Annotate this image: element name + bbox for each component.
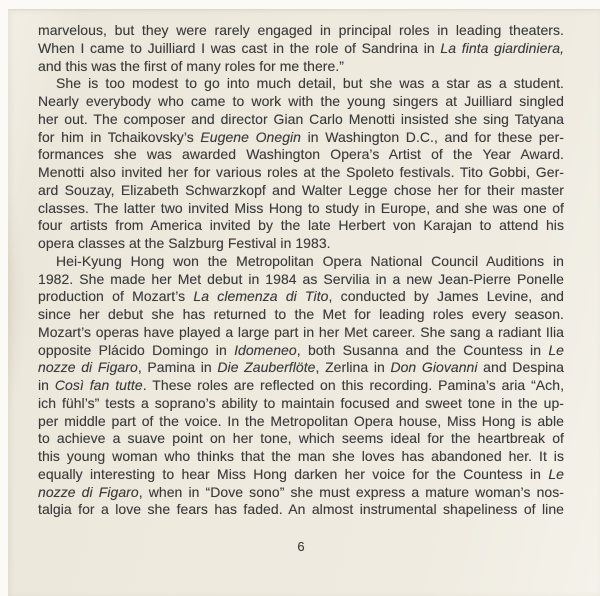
- text-segment: formances she was awarded Washington Opera’s Artist of the Year Award.: [38, 146, 564, 163]
- text-line: [38, 111, 564, 129]
- italic-text-segment: Eugene Onegin: [200, 128, 302, 145]
- page-number: 6: [297, 539, 305, 554]
- text-line: [38, 377, 564, 395]
- italic-text-segment: Idomeneo: [234, 341, 297, 358]
- paragraph: [38, 22, 564, 75]
- text-segment: She is too modest to go into much detail, but she was a star as a student.: [56, 75, 564, 92]
- text-segment: , conducted by James Levine, and: [328, 288, 564, 305]
- text-segment: four artists from America invited by the late Herbert von Karajan to attend his: [38, 217, 564, 234]
- scan-border-top: [0, 0, 600, 9]
- text-segment: marvelous, but they were rarely engaged in principal roles in leading theaters.: [38, 22, 564, 38]
- text-line: [38, 342, 564, 360]
- text-line: [38, 448, 564, 466]
- text-line: [38, 324, 564, 342]
- text-segment: talgia for a love she fears has faded. An almost instrumental shapeliness of line: [38, 501, 564, 518]
- text-line: [38, 466, 564, 484]
- text-segment: her out. The composer and director Gian Carlo Menotti insisted she sing Tatyana: [38, 110, 564, 127]
- text-segment: , both Susanna and the Countess in: [296, 341, 549, 358]
- text-segment: in Washington D.C., and for these per-: [301, 128, 564, 145]
- text-line: [38, 235, 564, 253]
- text-segment: equally interesting to hear Miss Hong darken her voice for the Countess in: [38, 465, 549, 482]
- text-segment: ich fühl’s” tests a soprano’s ability to maintain focused and sweet tone in the up-: [38, 394, 564, 411]
- text-segment: this young woman who thinks that the man she loves has abandoned her. It is: [38, 448, 564, 464]
- text-segment: production of Mozart’s: [38, 288, 194, 305]
- body-text: [38, 22, 564, 519]
- text-segment: , Zerlina in: [315, 359, 391, 376]
- text-line: [38, 484, 564, 502]
- italic-text-segment: La finta giardiniera,: [440, 39, 565, 56]
- italic-text-segment: Le: [548, 465, 564, 482]
- text-segment: When I came to Juilliard I was cast in the role of Sandrina in: [38, 39, 441, 56]
- text-segment: to achieve a suave point on her tone, which seems ideal for the heartbreak of: [38, 430, 564, 447]
- text-segment: for him in Tchaikovsky’s: [38, 128, 201, 145]
- italic-text-segment: Così fan tutte: [54, 377, 143, 393]
- paragraph: [38, 253, 564, 519]
- text-segment: Menotti also invited her for various roles at the Spoleto festivals. Tito Gobbi, Ger-: [38, 164, 564, 180]
- italic-text-segment: nozze di Figaro: [38, 483, 139, 500]
- italic-text-segment: nozze di Figaro: [38, 359, 138, 376]
- text-segment: Hei-Kyung Hong won the Metropolitan Opera National Council Auditions in: [56, 252, 564, 269]
- text-line: [38, 200, 564, 218]
- text-line: [38, 129, 564, 147]
- text-line: [38, 146, 564, 164]
- text-line: [38, 413, 564, 431]
- text-segment: Nearly everybody who came to work with the young singers at Juilliard singled: [38, 93, 564, 109]
- italic-text-segment: La clemenza di Tito: [193, 288, 329, 305]
- text-line: [38, 288, 564, 306]
- text-segment: and Despina: [477, 359, 564, 376]
- text-segment: since her debut she has returned to the Met for leading roles every season.: [38, 306, 564, 322]
- text-line: [38, 253, 564, 271]
- text-segment: . These roles are reflected on this recording. Pamina’s aria “Ach,: [142, 377, 565, 393]
- text-line: [38, 182, 564, 200]
- text-segment: 1982. She made her Met debut in 1984 as Servilia in a new Jean-Pierre Ponelle: [38, 270, 564, 287]
- text-segment: classes. The latter two invited Miss Hong to study in Europe, and she was one of: [38, 199, 564, 216]
- text-line: [38, 395, 564, 413]
- text-line: [38, 306, 564, 324]
- paragraph: [38, 75, 564, 253]
- text-segment: in: [38, 377, 55, 393]
- text-segment: Mozart’s operas have played a large part in her Met career. She sang a radiant Ilia: [38, 323, 564, 340]
- text-segment: per middle part of the voice. In the Metropolitan Opera house, Miss Hong is able: [38, 412, 564, 429]
- italic-text-segment: Die Zauberflöte: [217, 359, 316, 376]
- text-segment: opera classes at the Salzburg Festival in 1983.: [38, 235, 331, 251]
- text-segment: opposite Plácido Domingo in: [38, 341, 235, 358]
- text-line: [38, 164, 564, 182]
- text-line: [38, 75, 564, 93]
- text-line: [38, 501, 564, 519]
- scan-border-left: [0, 0, 8, 596]
- text-segment: ard Souzay, Elizabeth Schwarzkopf and Walter Legge chose her for their master: [38, 181, 564, 198]
- text-line: [38, 40, 564, 58]
- text-line: [38, 271, 564, 289]
- text-line: [38, 93, 564, 111]
- text-line: [38, 58, 564, 76]
- italic-text-segment: Le: [548, 341, 564, 358]
- text-segment: , Pamina in: [137, 359, 218, 376]
- italic-text-segment: Don Giovanni: [390, 359, 478, 376]
- paper-background: [8, 9, 600, 596]
- text-segment: , when in “Dove sono” she must express a mature woman’s nos-: [138, 483, 564, 500]
- text-segment: and this was the first of many roles for me there.”: [38, 57, 345, 74]
- text-line: [38, 217, 564, 235]
- text-line: [38, 430, 564, 448]
- text-line: [38, 359, 564, 377]
- text-line: [38, 22, 564, 40]
